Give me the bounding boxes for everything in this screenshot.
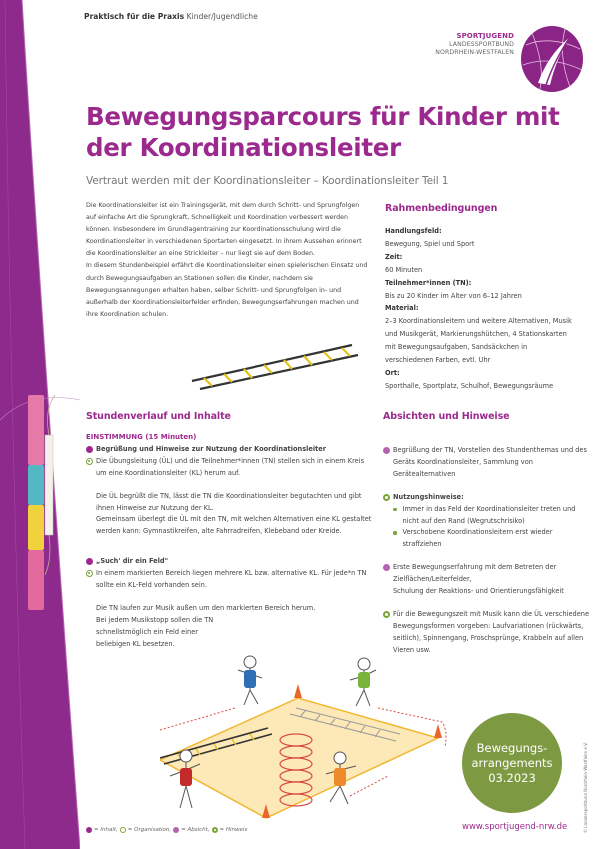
organisation-item <box>86 568 376 592</box>
org-line3: NORDRHEIN-WESTFALEN <box>435 48 514 56</box>
hint-text: Verschobene Koordinationsleitern erst wieder straffziehen <box>402 528 553 549</box>
coordination-ladder-illustration <box>190 343 360 391</box>
absicht-bullet-icon <box>383 564 390 571</box>
sportjugend-logo-icon <box>520 25 584 93</box>
legend <box>86 827 247 833</box>
rahmen-title: Rahmenbedingungen <box>385 203 498 214</box>
organisation-item <box>86 456 376 480</box>
hint-list-item <box>383 527 593 551</box>
rahmen-label: Zeit: <box>385 252 403 261</box>
sidebar-decoration <box>0 0 80 849</box>
copyright-notice <box>583 725 593 833</box>
organisation-bullet-icon <box>120 827 126 833</box>
hinweis-item <box>383 492 593 504</box>
inhalt-item <box>86 444 376 456</box>
page-subtitle: Vertraut werden mit der Koordinationsleiter – Koordinationsleiter Teil 1 <box>86 175 449 187</box>
hinweis-bullet-icon <box>383 494 390 501</box>
inhalt-bullet-icon <box>86 827 92 833</box>
inhalt-text: Begrüßung und Hinweise zur Nutzung der Koordinationsleiter <box>96 444 326 453</box>
legend-label: = Hinweis <box>219 827 248 833</box>
hinweis-bullet-icon <box>383 611 390 618</box>
absicht-text: Schulung der Reaktions- und Orientierungsfähigkeit <box>393 587 564 596</box>
rahmen-value: Bewegung, Spiel und Sport <box>385 239 475 248</box>
rahmen-label: Handlungsfeld: <box>385 227 442 235</box>
organisation-text: In einem markierten Bereich liegen mehrere KL bzw. alternative KL. Für jede*n TN sollte ein KL-Feld vorhanden sein. <box>96 569 367 590</box>
organisation-text: Die Übungsleitung (ÜL) und die Teilnehmer*innen (TN) stellen sich in einem Kreis um eine Koordinationsleiter (KL) herum auf. <box>96 456 365 477</box>
intro-text <box>86 200 368 321</box>
legend-item-hinweis <box>212 827 248 833</box>
description-text: Die ÜL begrüßt die TN, lässt die TN die Koordinationsleiter begutachten und gibt ihnen Hinweise zur Nutzung der KL. <box>96 491 362 512</box>
legend-item-organisation <box>120 827 171 833</box>
rahmen-label: Teilnehmer*innen (TN): <box>385 278 472 287</box>
badge-line: arrangements <box>471 755 553 770</box>
absicht-block <box>393 562 593 598</box>
field-illustration <box>160 640 480 825</box>
rahmen-list <box>385 225 595 393</box>
bullet-dot-icon <box>393 531 397 535</box>
hint-text: Immer in das Feld der Koordinationsleiter treten und nicht auf den Rand (Wegrutschrisiko) <box>402 504 576 525</box>
hinweis-bullet-icon <box>212 827 218 833</box>
stunden-title: Stundenverlauf und Inhalte <box>86 411 231 422</box>
series-name: Praktisch für die Praxis <box>84 12 185 21</box>
phase-heading: EINSTIMMUNG (15 Minuten) <box>86 433 197 441</box>
legend-item-inhalt <box>86 827 118 833</box>
intro-paragraph-1: Die Koordinationsleiter ist ein Trainingsgerät, mit dem durch Schritt- und Sprungfolgen auf einfache Art die Sprungkraft, Schnelligkeit und Koordination verbessert werden können. Insbesondere im Grundlagentraining zur Koordinationsschulung wird die Koordinationsleiter in verschiedenen Sportarten eingesetzt. In ihrem Aussehen erinnert die Koordinationsleiter an eine Strickleiter – nur liegt sie auf dem Boden. <box>86 202 362 258</box>
copyright-text: © Landessportbund Nordrhein-Westfalen e.V. <box>583 742 588 833</box>
badge-date: 03.2023 <box>488 770 536 785</box>
series-header <box>84 12 258 21</box>
series-category: Kinder/Jugendliche <box>186 12 258 21</box>
rahmen-value: Sporthalle, Sportplatz, Schulhof, Bewegungsräume <box>385 381 554 390</box>
absichten-title: Absichten und Hinweise <box>383 411 510 422</box>
legend-label: = Inhalt, <box>94 827 118 833</box>
inhalt-text: „Such' dir ein Feld" <box>96 557 169 566</box>
category-badge <box>462 713 562 813</box>
absicht-text: Erste Bewegungserfahrung mit dem Betreten der Zielflächen/Leiterfelder, <box>393 563 557 584</box>
organisation-bullet-icon <box>86 458 93 465</box>
stunden-content <box>86 432 376 651</box>
rahmen-label: Material: <box>385 304 419 313</box>
hint-list-item <box>383 504 593 528</box>
description-text: Bei jedem Musikstopp sollen die TN schnellstmöglich ein Feld einer beliebigen KL besetzen. <box>96 615 214 648</box>
page-title: Bewegungsparcours für Kinder mit der Koordinationsleiter <box>86 102 560 162</box>
legend-label: = Organisation, <box>127 827 172 833</box>
website-link[interactable]: www.sportjugend-nrw.de <box>462 822 568 832</box>
rahmen-value: 2–3 Koordinationsleitern und weitere Alternativen, Musik und Musikgerät, Markierungshütchen, 4 Stationskarten mit Bewegungsaufgaben, Sandsäckchen in verschiedenen Farben, evtl. Uhr <box>385 317 572 365</box>
rahmen-label: Ort: <box>385 368 400 377</box>
absicht-item <box>383 562 593 598</box>
description-text: Die TN laufen zur Musik außen um den markierten Bereich herum. <box>96 603 316 612</box>
bullet-dot-icon <box>393 508 397 512</box>
org-name-block <box>435 32 514 56</box>
description-text: Gemeinsam überlegt die ÜL mit den TN, mit welchen Alternativen eine KL gestaltet werden kann: Gymnastikreifen, alte Fahrradreifen, Klebeband oder Kreide. <box>96 515 372 536</box>
organisation-bullet-icon <box>86 570 93 577</box>
absicht-bullet-icon <box>173 827 179 833</box>
legend-item-absicht <box>173 827 209 833</box>
inhalt-bullet-icon <box>86 558 93 565</box>
rahmen-value: 60 Minuten <box>385 265 423 274</box>
inhalt-bullet-icon <box>86 446 93 453</box>
org-line2: LANDESSPORTBUND <box>449 40 514 48</box>
absicht-text: Begrüßung der TN, Vorstellen des Stundenthemas und des Geräts Koordinationsleiter, Sammlung von Gerätealternativen <box>393 446 587 478</box>
absicht-bullet-icon <box>383 447 390 454</box>
hinweis-text: Für die Bewegungszeit mit Musik kann die ÜL verschiedene Bewegungsformen vorgeben: Laufvariationen (rückwärts, seitlich), Spinnengang, Froschsprünge, Krabbeln auf allen Vieren usw. <box>393 609 590 654</box>
intro-paragraph-2: In diesem Stundenbeispiel erfährt die Koordinationsleiter einen spielerischen Einsatz und durch Bewegungsaufgaben an Stationen sollen die Kinder, nachdem sie Bewegungsanregungen erhalten haben, selber Schritt- und Sprungfolgen in- und außerhalb der Koordinationsleiterfelder erfinden, Bewegungserfahrungen machen und ihre Koordination schulen. <box>86 262 368 318</box>
absicht-item <box>383 445 593 481</box>
absichten-content <box>383 445 593 657</box>
badge-line: Bewegungs- <box>476 740 548 755</box>
rahmen-value: Bis zu 20 Kinder im Alter von 6–12 Jahren <box>385 291 522 300</box>
hinweis-title: Nutzungshinweise: <box>393 492 464 501</box>
legend-label: = Absicht, <box>181 827 210 833</box>
org-name: SPORTJUGEND <box>456 32 514 40</box>
inhalt-item <box>86 556 376 568</box>
